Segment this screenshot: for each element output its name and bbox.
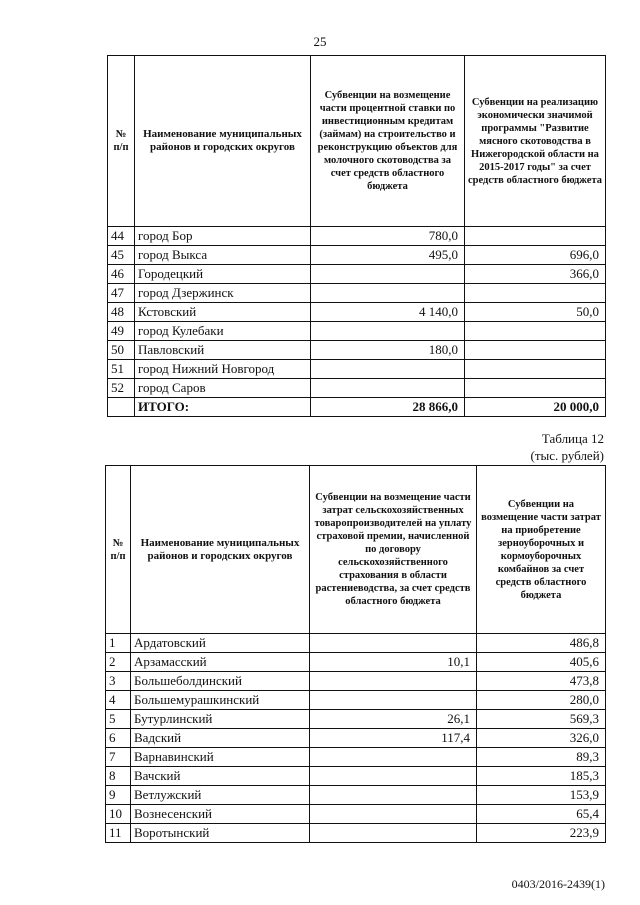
column-header-number: № п/п xyxy=(106,466,131,634)
row-number: 52 xyxy=(108,379,135,398)
table-units: (тыс. рублей) xyxy=(530,448,604,463)
value-column-1 xyxy=(310,767,477,786)
municipality-name: Бутурлинский xyxy=(131,710,310,729)
row-number: 1 xyxy=(106,634,131,653)
column-header-number: № п/п xyxy=(108,56,135,227)
value-column-1 xyxy=(310,824,477,843)
value-column-1 xyxy=(310,672,477,691)
row-number: 46 xyxy=(108,265,135,284)
municipality-name: город Выкса xyxy=(135,246,311,265)
table-row xyxy=(106,634,606,653)
total-row xyxy=(108,398,606,417)
table-header-row xyxy=(106,466,606,634)
table-row xyxy=(106,748,606,767)
row-number: 51 xyxy=(108,360,135,379)
column-header-municipality: Наименование муниципальных районов и городских округов xyxy=(135,56,311,227)
municipality-name: город Дзержинск xyxy=(135,284,311,303)
row-number: 4 xyxy=(106,691,131,710)
municipality-name: Городецкий xyxy=(135,265,311,284)
value-column-1 xyxy=(310,786,477,805)
value-column-1 xyxy=(311,360,465,379)
value-column-1: 780,0 xyxy=(311,227,465,246)
municipality-name: Вознесенский xyxy=(131,805,310,824)
value-column-1 xyxy=(311,265,465,284)
value-column-2: 473,8 xyxy=(477,672,606,691)
row-number: 45 xyxy=(108,246,135,265)
value-column-1: 26,1 xyxy=(310,710,477,729)
value-column-2 xyxy=(465,360,606,379)
table-row xyxy=(106,805,606,824)
row-number: 2 xyxy=(106,653,131,672)
table-row xyxy=(106,653,606,672)
value-column-2: 185,3 xyxy=(477,767,606,786)
municipality-name: Вачский xyxy=(131,767,310,786)
row-number: 48 xyxy=(108,303,135,322)
table-row xyxy=(108,322,606,341)
value-column-2 xyxy=(465,379,606,398)
column-header-insurance-subsidy: Субвенции на возмещение части затрат сельскохозяйственных товаропроизводителей на уплату страховой премии, начисленной по договору сельскохозяйственного страхования в области растениеводства, за счет средств областного бюджета xyxy=(310,466,477,634)
table-row xyxy=(108,265,606,284)
value-column-1 xyxy=(310,748,477,767)
table-row xyxy=(106,672,606,691)
row-number: 9 xyxy=(106,786,131,805)
row-number: 10 xyxy=(106,805,131,824)
value-column-2: 153,9 xyxy=(477,786,606,805)
municipality-name: Большемурашкинский xyxy=(131,691,310,710)
value-column-2 xyxy=(465,341,606,360)
value-column-1 xyxy=(311,322,465,341)
table-caption: Таблица 12 xyxy=(541,431,604,446)
municipality-name: Ветлужский xyxy=(131,786,310,805)
table-header-row xyxy=(108,56,606,227)
municipality-name: Кстовский xyxy=(135,303,311,322)
total-number-cell xyxy=(108,398,135,417)
value-column-1: 180,0 xyxy=(311,341,465,360)
value-column-1 xyxy=(310,805,477,824)
total-value-1: 28 866,0 xyxy=(311,398,465,417)
row-number: 3 xyxy=(106,672,131,691)
table-row xyxy=(108,303,606,322)
table-row xyxy=(106,710,606,729)
municipality-name: Воротынский xyxy=(131,824,310,843)
table-row xyxy=(106,691,606,710)
value-column-1 xyxy=(310,691,477,710)
page-number: 25 xyxy=(313,34,327,49)
value-column-1: 10,1 xyxy=(310,653,477,672)
value-column-2 xyxy=(465,284,606,303)
row-number: 50 xyxy=(108,341,135,360)
municipality-name: Ардатовский xyxy=(131,634,310,653)
subsidies-table-insurance-harvesters xyxy=(105,465,606,843)
row-number: 8 xyxy=(106,767,131,786)
municipality-name: Вадский xyxy=(131,729,310,748)
column-header-beef-program-subsidy: Субвенции на реализацию экономически значимой программы "Развитие мясного скотоводства в Нижегородской области на 2015-2017 годы" за счет средств областного бюджета xyxy=(465,56,606,227)
value-column-2: 405,6 xyxy=(477,653,606,672)
row-number: 44 xyxy=(108,227,135,246)
row-number: 11 xyxy=(106,824,131,843)
column-header-harvester-subsidy: Субвенции на возмещение части затрат на приобретение зерноуборочных и кормоуборочных комбайнов за счет средств областного бюджета xyxy=(477,466,606,634)
municipality-name: Арзамасский xyxy=(131,653,310,672)
table-row xyxy=(108,284,606,303)
value-column-2: 326,0 xyxy=(477,729,606,748)
table-row xyxy=(108,227,606,246)
value-column-2: 569,3 xyxy=(477,710,606,729)
total-label: ИТОГО: xyxy=(135,398,311,417)
municipality-name: Варнавинский xyxy=(131,748,310,767)
municipality-name: город Нижний Новгород xyxy=(135,360,311,379)
value-column-2: 280,0 xyxy=(477,691,606,710)
column-header-dairy-subsidy: Субвенции на возмещение части процентной ставки по инвестиционным кредитам (займам) на строительство и реконструкцию объектов для молочного скотоводства за счет средств областного бюджета xyxy=(311,56,465,227)
table-row xyxy=(108,341,606,360)
value-column-2: 486,8 xyxy=(477,634,606,653)
row-number: 7 xyxy=(106,748,131,767)
value-column-1: 495,0 xyxy=(311,246,465,265)
municipality-name: город Бор xyxy=(135,227,311,246)
municipality-name: Большеболдинский xyxy=(131,672,310,691)
value-column-2: 696,0 xyxy=(465,246,606,265)
row-number: 47 xyxy=(108,284,135,303)
row-number: 49 xyxy=(108,322,135,341)
value-column-1 xyxy=(311,379,465,398)
table-row xyxy=(106,824,606,843)
municipality-name: Павловский xyxy=(135,341,311,360)
municipality-name: город Кулебаки xyxy=(135,322,311,341)
subsidies-table-dairy-beef xyxy=(107,55,606,417)
value-column-2: 89,3 xyxy=(477,748,606,767)
table-row xyxy=(108,246,606,265)
table-row xyxy=(106,786,606,805)
value-column-2: 50,0 xyxy=(465,303,606,322)
value-column-1 xyxy=(311,284,465,303)
value-column-2 xyxy=(465,322,606,341)
value-column-2: 223,9 xyxy=(477,824,606,843)
municipality-name: город Саров xyxy=(135,379,311,398)
table-row xyxy=(106,767,606,786)
value-column-1: 117,4 xyxy=(310,729,477,748)
table-row xyxy=(108,360,606,379)
table-row xyxy=(108,379,606,398)
column-header-municipality: Наименование муниципальных районов и городских округов xyxy=(131,466,310,634)
value-column-1: 4 140,0 xyxy=(311,303,465,322)
value-column-1 xyxy=(310,634,477,653)
value-column-2: 366,0 xyxy=(465,265,606,284)
row-number: 5 xyxy=(106,710,131,729)
document-code: 0403/2016-2439(1) xyxy=(511,877,605,891)
table-row xyxy=(106,729,606,748)
total-value-2: 20 000,0 xyxy=(465,398,606,417)
value-column-2 xyxy=(465,227,606,246)
row-number: 6 xyxy=(106,729,131,748)
value-column-2: 65,4 xyxy=(477,805,606,824)
